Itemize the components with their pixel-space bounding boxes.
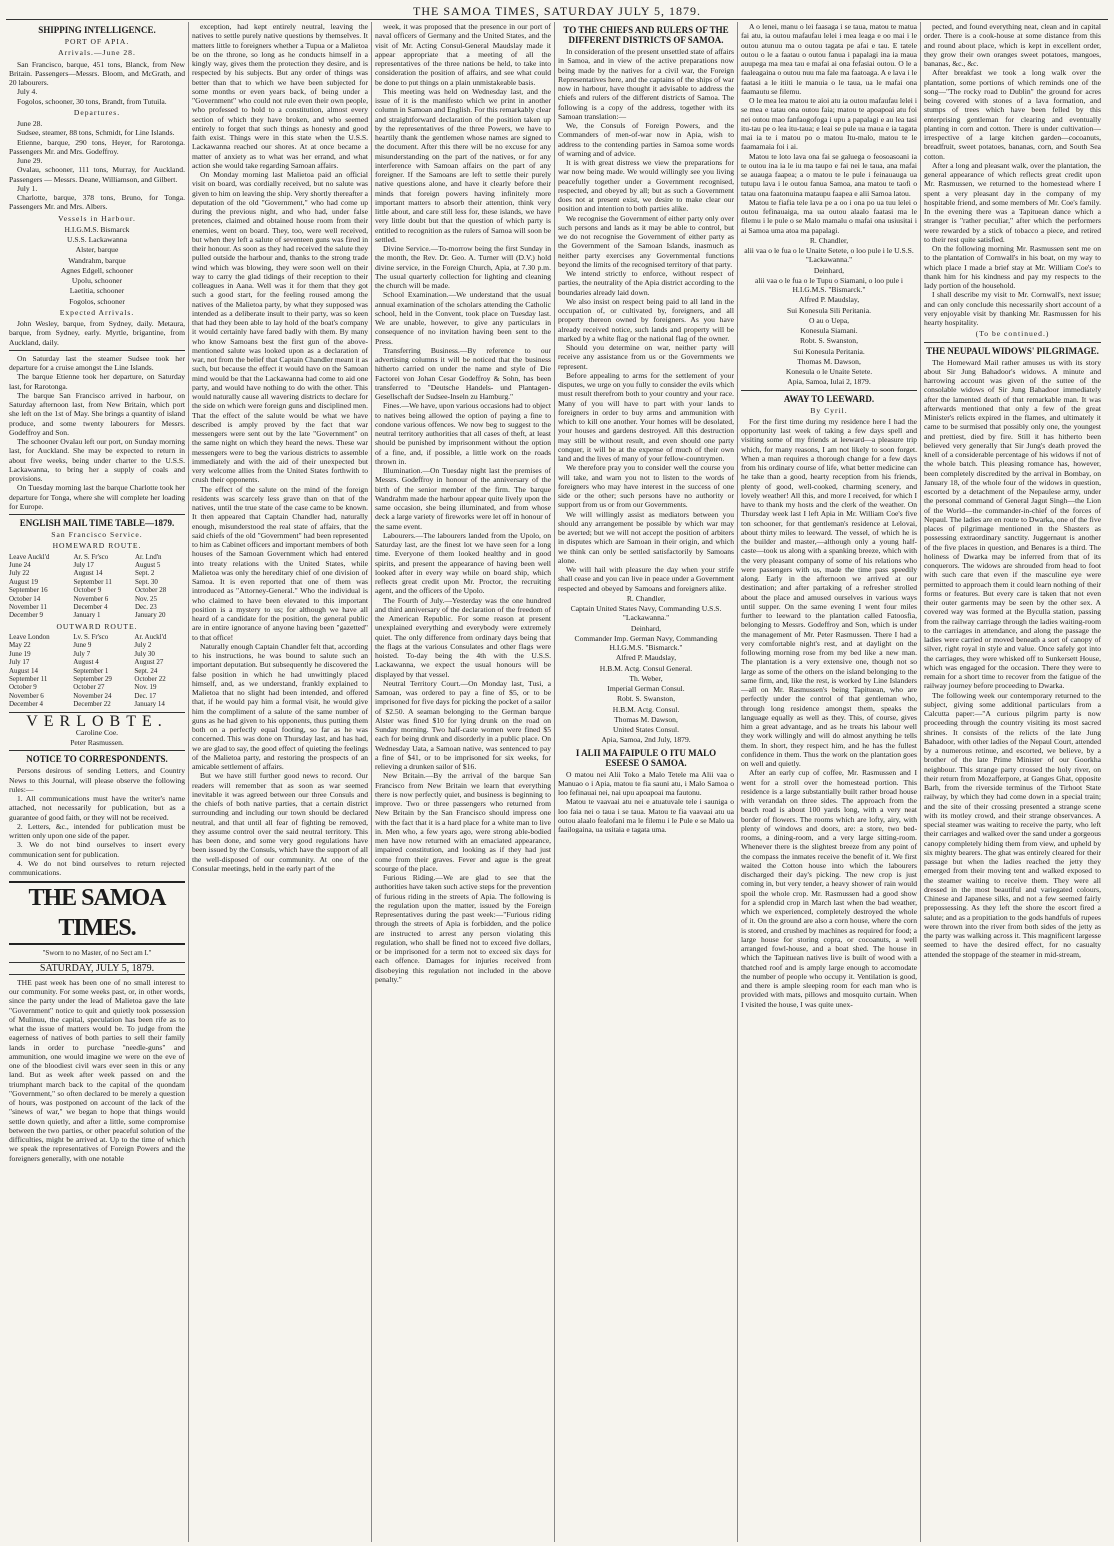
table-cell: August 14 [9, 666, 38, 675]
divider [924, 342, 1101, 343]
column-6 [921, 22, 1104, 1542]
table-row [9, 658, 185, 666]
table-cell: August 27 [134, 658, 164, 667]
paragraph: 3. We do not bind ourselves to insert every communication sent for publication. [9, 840, 185, 859]
table-cell: January 14 [134, 700, 165, 709]
table-cell: August 14 [73, 569, 103, 578]
outward-heading: OUTWARD ROUTE. [56, 621, 138, 631]
expected-arrivals: John Wesley, barque, from Sydney, daily. Metaura, barque, from Sydney, early. Myrtle, brigantine, from Auckland, daily. [9, 319, 185, 347]
paragraph: We, the Consuls of Foreign Powers, and the Commanders of men-of-war now in Apia, wish to address to the contending parties in Samoa some words of warning and of advice. [558, 121, 734, 158]
table-cell: July 30 [134, 649, 155, 658]
homeward-table [9, 553, 185, 620]
table-cell: October 28 [134, 586, 167, 595]
signature-line: R. Chandler, [809, 235, 849, 245]
paragraph: We therefore pray you to consider well the course you will take, and warn you not to listen to the words of foreigners who may have interest in the success of one side or the other; such persons have no authority or support from us or from our Governments. [558, 463, 734, 510]
harbour-list [9, 225, 185, 306]
local-news [375, 22, 551, 984]
paragraph: Before appealing to arms for the settlement of your disputes, we urge on you fully to consider the evils which must result therefrom both to your country and your race. Many of you will have to part with your lands to foreigners in order to buy arms and ammunition with which to kill one another. Your homes will be desolated, your houses and gardens destroyed. All this destruction may still be without result, and even should one party conquer, it will be at the expense of much of their own land and the lives of many of your fellow-countrymen. [558, 370, 734, 463]
paragraph: After breakfast we took a long walk over the plantation, some portions of which reminds one of the song—"The rocky road to Dublin" the ground for acres being covered with stones of a lava formation, and stumps of trees which have been felled by this enterprising gentleman for clearing and eventually planting in corn and cotton. There is under cultivation—irrespective of a large kitchen garden—cocoanuts, breadfruit, sweet potatoes, bananas, corn, and South Sea cotton. [924, 68, 1101, 161]
expected-heading: Expected Arrivals. [59, 307, 135, 317]
verlobte-names [9, 728, 185, 748]
paragraph: Furious Riding.—We are glad to see that the authorities have taken such active steps for the prevention of furious riding in the streets of Apia. The following is the regulation upon the matter, issued by the Foreign Representatives during the past week:—"Furious riding through the streets of Apia is forbidden, and the police are instructed to arrest any person violating this regulation, who shall be fined not to exceed five dollars, or be imprisoned for a term not to exceed six days for each offence. Damages for injuries received from disobeying this regulation not included in the above penalty." [375, 873, 551, 984]
paragraph: Ovalau, schooner, 111 tons, Murray, for Auckland. Passengers — Messrs. Deane, Williamson, and Gilbert. [9, 165, 185, 184]
signature-line: H.I.G.M.S. Bismarck [64, 224, 130, 234]
paragraph: Illumination.—On Tuesday night last the premises of Messrs. Godeffroy in honour of the anniversary of the birth of the senior member of the firm. The barque Wandrahm made the harbour appear quite lively upon the same occasion, she being illuminated, and from whose deck a large variety of fireworks were let off in honour of the same event. [375, 466, 551, 531]
paragraph: In consideration of the present unsettled state of affairs in Samoa, and in view of the active preparations now being made by the natives for a civil war, the Foreign Representatives here, and the captains of the ships of war now in harbour, have thought it advisable to address the chiefs and rulers of the different districts of Samoa. The following is a copy of the address, together with its Samoan translation:— [558, 47, 734, 121]
signature-line: Thomas M. Dawson, [614, 714, 678, 724]
table-cell: Ar. S. Fr'sco [73, 552, 109, 561]
samoan-text [558, 770, 734, 835]
table-cell: September 11 [9, 675, 48, 684]
table-cell: November 24 [73, 691, 112, 700]
table-cell: June 24 [9, 560, 31, 569]
departures-heading: Departures. [73, 107, 121, 117]
signature-line: Robt. S. Swanston, [799, 336, 859, 346]
signature-line: R. Chandler, [626, 593, 666, 603]
notice-intro: Persons desirous of sending Letters, and Country News to this Journal, will please observe the following rules:— [9, 766, 185, 794]
table-cell: Leave London [9, 633, 50, 641]
paragraph: Neutral Territory Court.—On Monday last, Tusi, a Samoan, was ordered to pay a fine of $5, or to be imprisoned for five days for picking the pocket of a sailor of $2.50. A seaman belonging to the German barque Alster was fined $10 for lying drunk on the road on Sunday morning. Two half-caste women were fined $5 each for being drunk and disorderly in a public place. On Wednesday Uata, a Samoan native, was sentenced to pay a fine of $41, or to be imprisoned for six weeks, for relieving a drunken sailor of $16. [375, 678, 551, 771]
table-row [9, 603, 185, 611]
away-continued [924, 22, 1101, 327]
table-cell: July 17 [73, 560, 94, 569]
paragraph: San Francisco, barque, 451 tons, Blanck, from New Britain. Passengers—Messrs. Bloom, and McGrath, and 20 labourers. [9, 59, 185, 87]
column-2 [189, 22, 372, 1542]
paragraph: June 29. [17, 156, 43, 165]
signature-line: Fogolos, schooner [69, 296, 125, 306]
outward-table [9, 633, 185, 709]
table-row [9, 692, 185, 700]
signature-line: Sui Konesula Peritania. [793, 346, 865, 356]
table-cell: Nov. 19 [134, 683, 157, 692]
signature-line: Wandrahm, barque [68, 255, 126, 265]
notice-rules [9, 794, 185, 877]
paragraph: week, it was proposed that the presence in our port of naval officers of Germany and the United States, and the visit of Mr. Acting Consul-General Maudslay made it appear appropriate that a meeting of all the representatives of the three nations be held, to take into consideration the position of affairs, and see what could be done to put things on a plain unmistakeable basis. [375, 22, 551, 87]
table-cell: Ar. Lnd'n [134, 552, 162, 561]
paragraph: New Britain.—By the arrival of the barque San Francisco from New Britain we learn that everything there is now perfectly quiet, and business is beginning to improve. Two or three passengers who returned from New Britain by the San Francisco should impress one with the fact that it is a hard place for a white man to live in. Men who, a few years ago, were strong able-bodied men have now returned with an emaciated appearance, impaired constitution, and looking as if they had just come from their graves. Fever and ague is the great scourge of the place. [375, 771, 551, 873]
paragraph: This meeting was held on Wednesday last, and the issue of it is the manifesto which we print in another column in Samoan and English. For this remarkably clear and straightforward declaration of the position taken up by the representatives of the three Powers, we have to heartily thank the gentlemen whose names are signed to the document. After this there will be no excuse for any misunderstanding on the part of the natives, or for any interference with Samoan affairs on the part of any foreigner. If the Samoans are left to settle their purely native questions alone, and have it clearly before their minds that foreign powers having infinitely more important matters to absorb their attention, think very little about, and care still less for, these islands, we have very little doubt but that the question of which party is entitled to recognition as the rulers of Samoa will soon be settled. [375, 86, 551, 244]
samoan-text-continued [741, 22, 917, 235]
table-row [9, 675, 185, 683]
table-row [9, 553, 185, 561]
signature-line: Apia, Samoa, Iulai 2, 1879. [787, 377, 871, 387]
departures-list [9, 119, 185, 212]
samoan-title: I ALII MA FAIPULE O ITU MALO ESEESE O SAMOA. [575, 747, 717, 768]
signature-line: Alfred P. Maudslay, [615, 653, 677, 663]
table-row [9, 633, 185, 641]
paragraph: We also insist on respect being paid to all land in the occupation of, or cultivated by, foreigners, and all property thereon owned by foreigners. As you have already received notice, such lands and property will be marked by a white flag or the national flag of the owner. [558, 296, 734, 343]
table-row [9, 569, 185, 577]
divider [9, 514, 185, 515]
paragraph: Naturally enough Captain Chandler felt that, according to his instructions, he was bound to salute such an important deputation. But subsequently he discovered the false position in which he had unwittingly placed himself, and, as we understand, frankly explained to Malietoa that no slight had been intended, and offered that, if he would pay him a formal visit, he would give him the compliment of a salute of the same number of guns as he had given to his opponents, thus putting them both on a perfectly equal footing, so far as he was concerned. This was done on Thursday last, and has had, we are glad to say, the good effect of quieting the feelings of the Malietoa party, and restoring the prospects of an amicable settlement of affairs. [192, 641, 368, 771]
table-row [9, 561, 185, 569]
paragraph: Fogolos, schooner, 30 tons, Brandt, from Tutuila. [17, 96, 167, 106]
paragraph: 2. Letters, &c., intended for publication must be written only upon one side of the paper. [9, 821, 185, 841]
table-row [9, 611, 185, 619]
table-cell: September 16 [9, 586, 48, 595]
paragraph: The barque Etienne took her departure, on Saturday last, for Rarotonga. [9, 372, 185, 391]
arrivals-heading: Arrivals.—June 28. [58, 48, 136, 58]
paragraph: On Monday morning last Malietoa paid an official visit on board, was cordially received, but no salute was given to him on leaving the ship. Very shortly thereafter a deputation of the old "Government," who had come up during the previous night, and who had, under false pretences, claimed and obtained house room from their enemies, went on board. They, too, were well received, but when they left a salute of seventeen guns was fired in their honour. As soon as they had received the salute they pulled outside the harbour and, thanks to the strong trade wind which was blowing, they were soon well on their way to carry the glad tidings of their reception to their colleagues in Aana. Well was it for them that they got such a good start, for the feeling roused among the natives of the Malietoa party, by what they supposed was intended as a deliberate insult to their party, was so keen that had they been able to lay hold of the boat's company it would certainly have fared badly with them. By many who know Samoans best the first gun of the above-mentioned salute was looked upon as a declaration of war, not from the belief that Captain Chandler meant it as such, but because the effect it would have on the Samoan mind would be that the Lackawanna had come to aid one party, and would have nothing to do with the other. This would naturally cause all wavering districts to declare for the side on which were foreign guns and disciplined men. That the effect of the salute would be what we have described is amply proved by the fact that war messengers were sent out by the late "Government" on the same night on which they heard the news. These war messengers were to beg the various districts to assemble immediately and with the aid of their unexpected but very welcome allies from the United States forthwith to crush their opponents. [192, 170, 368, 485]
paragraph: exception, had kept entirely neutral, leaving the natives to settle purely native questions by themselves. It matters little to foreigners whether a Tupua or a Malietoa be on the throne, so long as he conducts himself in a kingly way, gives them the protection they desire, and is respected by his subjects. But any order of things was better than that to which we have been subjected for some months or even years back, of being under a "Government" who could not rule even their own people, who professed to hold to a constitution, almost every section of which they have broken, and who seemed entirely to forget that such things as honesty and good faith exist. Things were in this state when the U.S.S. Lackawanna reached our shores. At at once became a matter of anxiety as to what was her errand, and what action she would take regarding Samoan affairs. [192, 22, 368, 170]
paragraph: After a long and pleasant walk, over the plantation, the general appearance of which reflects great credit upon Mr. Rasmussen, we returned to the homestead where I spent a very pleasant day in the company of my hospitable friend, and some members of Mr. Coe's family. In the evening there was a Tapituean dance which a stranger is "rather peculiar," after which the performers were rewarded by a stick of tobacco a piece, and retired to their rest quite satisfied. [924, 160, 1101, 244]
table-cell: August 4 [73, 658, 99, 667]
table-cell: September 11 [73, 577, 112, 586]
to-be-continued: (To be continued.) [975, 329, 1050, 339]
signature-line: Caroline Coe. [75, 727, 119, 737]
paragraph: We recognise the Government of either party only over such persons and lands as it may be able to control, but we do not recognise the Government of either party as the Government of the Samoan Islands, inasmuch as neither party exercises any Governmental functions beyond the limits of the recognised territory of that party. [558, 213, 734, 269]
divider [9, 350, 185, 351]
table-cell: October 22 [134, 675, 166, 684]
signature-line: Deinhard, [813, 265, 845, 275]
signature-line: Laetitia, schooner [69, 286, 125, 296]
widows-title: THE NEUPAUL WIDOWS' PILGRIMAGE. [926, 345, 1099, 356]
table-row [9, 683, 185, 691]
table-cell: May 22 [9, 641, 31, 650]
signature-line: alii vaa o le fua o le Tupu o Siamani, o loo pule i H.I.G.M.S. "Bismarck." [754, 275, 904, 294]
paragraph: Matou te fiafia tele lava pe a oo i ona po ua tuu lelei o outou fefinauaiga, ma ua outou alaalo faatasi ma le filemu i le pule o se Malo mamalu o mafai ona usiusitai i ai Samoa uma atoa ma papalagi. [741, 197, 917, 235]
table-cell: Dec. 17 [134, 691, 157, 700]
paragraph: Sudsee, steamer, 88 tons, Schmidt, for Line Islands. [17, 128, 175, 138]
table-cell: September 29 [73, 675, 112, 684]
paper-motto: "Sworn to no Master, of no Sect am I." [42, 949, 152, 958]
arrivals-list [9, 60, 185, 106]
divider [741, 390, 917, 391]
table-row [9, 700, 185, 708]
table-cell: Sept. 24 [134, 666, 158, 675]
mail-service: San Francisco Service. [51, 530, 143, 539]
table-cell: June 9 [73, 641, 92, 650]
signature-line: U.S.S. Lackawanna [67, 235, 127, 244]
table-cell: Leave Auckl'd [9, 552, 50, 561]
paragraph: It is with great distress we view the preparations for war now being made. We would willingly see you living peacefully together under a Government recognised, respected, and obeyed by all; but as such a Government does not at present exist, we desire to make clear our position and intention to both parties alike. [558, 158, 734, 214]
table-cell: November 6 [73, 594, 109, 603]
paragraph: 1. All communications must have the writer's name attached, not necessarily for publication, but as a guarantee of good faith, or they will not be received. [9, 794, 185, 822]
paragraph: July 1. [17, 183, 38, 193]
paragraph: pected, and found everything neat, clean and in capital order. There is a cook-house at some distance from this and round about place, which is kept in excellent order, they grow their own oranges sweet potatoes, mangoes, bananas, &c., &c. [924, 22, 1101, 68]
issue-date: SATURDAY, JULY 5, 1879. [9, 962, 185, 975]
paragraph: We will hail with pleasure the day when your strife shall cease and you can live in peace under a Government respected and obeyed by Samoans and foreigners alike. [558, 565, 734, 593]
table-cell: Dec. 23 [134, 602, 157, 611]
table-cell: December 22 [73, 700, 111, 709]
signature-line: Robt. S. Swanston, [616, 694, 676, 704]
table-cell: November 6 [9, 691, 44, 700]
table-cell: December 9 [9, 611, 44, 620]
table-cell: November 11 [9, 602, 48, 611]
table-cell: Sept. 2 [134, 569, 155, 578]
away-text [741, 417, 917, 1009]
paragraph: O matou nei Alii Toko a Malo Tetele ma Alii vaa o Manuao o i Apia, matou te fia sauni atu, i Malo Samoa o loo fefinauai nei, nai upu apoapoai ma fautonu. [558, 769, 734, 797]
table-cell: January 1 [73, 611, 101, 620]
paragraph: A o lenei, manu o lei faasaga i se taua, matou te matua fai atu, ia outou mafaufau lelei i mea leaga e oo mai i le outou atunuu ma o outou tagata pe afai e tau. E tatele outou o le a faatau o outou fanua i papalagi ina ia maua auupega ma mea tau e mafai ai ona fefasiai outou. O le a faaleagaina o outou nuu ma fale ma faatoaga. A e lava i le faatasi a le itiiti le manuia o le taua, ua le mafai ona faamautu se filemu. [741, 22, 917, 96]
paragraph: Should you determine on war, neither party will receive any assistance from us or the Governments we represent. [558, 343, 734, 371]
leader-article: THE past week has been one of no small interest to our community. For some weeks past, or, in other words, since the party under the lead of Malietoa gave the late "Government" notice to quit and quietly took possession of Mulinuu, the capital, speculation has been rife as to what the issue of matters would be. To judge from the eagerness of natives of both parties to sell their family lands in order to purchase "needle-guns" and ammunition, one would imagine we were on the eve of one of the bloodiest civil wars ever seen in this or any land. But as week after week passed on and the triumphant march back to the capital of the quondam "Government," so often declared to be merely a question of hours, was postponed on account of the lack of the "sinews of war," we began to hope that things would settle down quietly, and after a little, some compromise between the two parties, or other peaceful solution of the difficulties, might be arrived at. Up to the time of which we speak the representatives of Foreign Powers and the foreigners generally, with one notable [9, 977, 185, 1163]
homeward-heading: HOMEWARD ROUTE. [52, 541, 142, 551]
paragraph: Fines.—We have, upon various occasions had to object to natives being allowed the option of paying a fine to condone various offences. We now beg to suggest to the neutral territory authorities that all cases of theft, at least should be punished by imprisonment without the option of a fine, and, if possible, a little work on the roads thrown in. [375, 401, 551, 466]
table-cell: October 9 [73, 586, 102, 595]
paragraph: For the first time during my residence here I had the opportunity last week of taking a few days spell and visiting some of my friends at leeward—a pleasure trip which, for many reasons, I am not likely to soon forget. When a man requires a thorough change for a few days from his ordinary course of life, what better medicine can he take than a good, hearty reception from his friends, plenty of good, well-cooked, charming scenery, and lovely weather! All this, and more I received, for which I have to thank my hosts and the clerk of the weather. On Thursday week last I left Apia in Mr. William Coe's five ton schooner, for that gentleman's residence at Lelovai, about thirty miles to leeward. The vessel, of which he is the builder and master,—although only a young half-caste—took us along with a spanking breeze, which with the very pleasant company of some of his relations who were passengers with us, made the time pass speedily along. Early in the afternoon we arrived at our destination; and after partaking of a refresher strolled about the place and amused ourselves in various ways until supper. On the same evening I went four miles further to leeward to the plantation called Fatoosfia, belonging to Messrs. Godeffroy and Son, which is under the management of Mr. Peter Rasmussen. There I had a very comfortable night's rest, and at daylight on the following morning rose from my bed like a new man. The plantation is a very extensive one, though not so large as some of the others on the island belonging to the same firm, and, like the rest, is worked by Line Islanders—all on Mr. Rasmussen's being Tapituean, who are perfectly under the control of that gentleman who, through long residence amongst them, speaks the language equally as well as they. This, of course, gives him a great advantage, and as he treats his labour well they work willingly and will do almost anything he tells them. In short, they respect him, and he has the fullest confidence in them. Thus the work on the plantation goes on well and quietly. [741, 416, 917, 768]
signature-line: Deinhard, [630, 623, 662, 633]
verlobte-heading: VERLOBTE. [26, 712, 168, 730]
proclamation-signatures [558, 594, 734, 745]
signature-line: Apia, Samoa, 2nd July, 1879. [601, 735, 691, 745]
paragraph: The following week our contemporary returned to the subject, giving some additional particulars from a Calcutta paper:—"A curious pilgrim party is now proceeding through the country visiting its most sacred shrines. It consists of the relicts of the late Jung Bahadoor, with other ladies of the Nepaul Court, attended by a numerous retinue, and escorted, we believe, by a brother of the late Prime Minister of our Goorkha neighbour. This strange party crossed the holy river, on their return from Mozafferpore, at Ganges Ghat, opposite Barh, from the riverside terminus of the Tirhoot State railway, by which they had come down in a special train; and the site of their crossing presented a strange scene with its motley crowd, and their strange observances. A special steamer was waiting to receive the party, who left their carriages and walked over the sand under a gorgeous canopy completely hiding them from view, and upheld by six mighty bearers. The ghat was entirely cleared for their passage but when the ladies reached the jetty they emerged from their moving tent and walked exposed to the steamer waiting to receive them. They were all dressed in the most beautiful and variegated colours, Chinese and Japanese silks, and not a few seemed fairly prepossessing. As they left the shore the escort fired a salute; and as a propitiation to the gods handfuls of rupees were thrown into the river from both sides of the jetty as the party was walking across it. This magnificent largesse seemed to have the desired effect, for no casualty attended the stoppage of the steamer in mid-stream, [924, 690, 1101, 959]
signature-line: Peter Rasmussen. [70, 738, 124, 748]
shipping-title: SHIPPING INTELLIGENCE. [38, 25, 156, 35]
signature-line: United States Consul. [612, 725, 680, 734]
paper-title: THE SAMOA TIMES. [9, 881, 185, 945]
table-cell: August 19 [9, 577, 38, 586]
paragraph: We will willingly assist as mediators between you should any arrangement be possible by which war may be averted; but we will not accept the position of arbiters in disputes which are Samoan in their origin, and which we think can only be settled satisfactorily by Samoans alone. [558, 509, 734, 565]
paragraph: Charlotte, barque, 378 tons, Bruno, for Tonga. Passengers Mr. and Mrs. Albers. [9, 193, 185, 212]
paragraph: On Tuesday morning last the barque Charlotte took her departure for Tonga, where she will complete her loading for Europe. [9, 483, 185, 511]
paragraph: School Examination.—We understand that the usual annual examination of the scholars attending the Catholic school, held in the Convent, took place on Tuesday last. We are unable, however, to give any particulars in consequence of no invitation having been sent to the Press. [375, 290, 551, 346]
paragraph: The Homeward Mail rather amuses us with its story about Sir Jung Bahadoor's widows. A minute and harrowing account was given of the suttee of the consolable widows of Sir Jung Bahadoor immediately after the lamented death of that remarkable man. It was afterwards mentioned that only a few of the great Minister's relicts expired in the flames, and ultimately it came to be surmised that possibly only one, the youngest and prettiest, died by fire. Still it has hitherto been believed very generally that Sir Jung's death proved the knell of a considerable percentage of his widows if not of the whole batch. This pleasing romance has, however, been completely discredited by the arrival in Bombay, on January 18, of the whole four of the widows in question, escorted by a detachment of the Nepaulese army, under the personal command of General Jagut Singh—the Lion of the World—the commander-in-chief of the forces of Nepaul. The ladies are en route to Dwarka, one of the five places of pilgrimage mentioned in the Shasters as possessing extraordinary sanctity. Juggernaut is another of the five places in question, and Benares is a third. The holiness of Dwarka may be inferred from that of its conquerors. The widows are shrouded from head to foot with such care that even if the masculine eye were permitted to approach them it could learn nothing of their forms or features. But every care is taken that not even their outer garments may be seen by the other sex. A covered way was formed at the Byculla station, passing from the railway carriage through the ladies waiting-room to the carriages in attendance, and along the passage the ladies were carried or moved beneath a sort of canopy of silver, right royal in style and value. Once safely got into the carriages, they were whisked off to Sunkersett House, which was engaged for the occasion. There they were to remain for a short time to recover from the fatigue of the railway journey before proceeding to Dwarka. [924, 357, 1101, 691]
proclamation-text [558, 47, 734, 593]
signature-line: O au o Uepa, [808, 315, 850, 325]
column-5 [738, 22, 921, 1542]
leader-continued [192, 22, 368, 873]
table-row [9, 578, 185, 586]
harbour-heading: Vessels in Harbour. [58, 213, 136, 223]
signature-line: Konesula o le Unaite Setete. [785, 367, 873, 376]
divider [9, 750, 185, 751]
paragraph: Matou te loto lava ona fai se galuega o feosoasoani ia te outou ina ia le iu ma taupo e fai nei le taua, ana mafai se auauga faapea; a o matou te le pule i feinauauga ua tutupu lava i le outou fanua Samoa, ana matou te taofi o tatau ona faatonuina mataupu faapea e alii Samoa latou. [741, 151, 917, 198]
paragraph: 4. We do not bind ourselves to return rejected communications. [9, 858, 185, 878]
signature-line: Captain United States Navy, Commanding U.S.S. "Lackawanna." [570, 604, 722, 623]
paragraph: I shall describe my visit to Mr. Cornwall's, next issue; and can only conclude this necessarily short account of a very enjoyable visit by thanking Mr. Rasmussen for his hearty hospitality. [924, 290, 1101, 327]
table-row [9, 641, 185, 649]
signature-line: Alfred P. Maudslay, [798, 295, 860, 305]
table-cell: Nov. 25 [134, 594, 158, 603]
column-3 [372, 22, 555, 1542]
table-row [9, 586, 185, 594]
paragraph: We intend strictly to enforce, without respect of parties, the neutrality of the Apia district according to the boundaries already laid down. [558, 269, 734, 297]
away-title: AWAY TO LEEWARD. [783, 393, 875, 404]
signature-line: H.B.M. Actg. Consul. [612, 704, 680, 714]
table-cell: October 14 [9, 594, 41, 603]
table-cell: July 2 [134, 641, 152, 650]
table-cell: Ar. Auckl'd [134, 633, 167, 641]
signature-line: Thomas M. Dawson, [797, 356, 861, 366]
shipping-notes [9, 354, 185, 511]
table-cell: December 4 [9, 700, 44, 709]
proclamation-title: TO THE CHIEFS AND RULERS OF THE DIFFERENT DISTRICTS OF SAMOA. [563, 25, 729, 45]
table-cell: July 22 [9, 569, 30, 578]
paragraph: Transferring Business.—By reference to our advertising columns it will be noticed that the business hitherto carried on under the name and style of Die Factorei von Johan Cesar Godeffroy & Sohn, has been transferred to "Deutsche Handels- und Plantagen-Gesellschaft der Sudsee-Inseln zu Hamburg." [375, 345, 551, 401]
table-cell: Lv. S. Fr'sco [73, 633, 109, 641]
port-heading: PORT OF APIA. [64, 37, 130, 46]
signature-line: Alster, barque [75, 245, 119, 255]
columns [6, 22, 1108, 1542]
signature-line: alii vaa o le fua o le Unaite Setete, o loo pule i le U.S.S. "Lackawanna." [744, 246, 914, 265]
table-cell: October 27 [73, 683, 105, 692]
notice-title: NOTICE TO CORRESPONDENTS. [26, 754, 168, 765]
signature-line: Agnes Edgell, schooner [60, 265, 134, 275]
paragraph: June 28. [17, 119, 43, 128]
paragraph: After an early cup of coffee, Mr. Rasmussen and I went for a stroll over the homestead portion. This residence is a large substantially built rather broad house with verandah on three sides. The approach from the beach road is about 100 yards long, with a very neat border of flowers. The rooms which are lofty, airy, with plenty of windows and doors, are: a store, two bed-rooms, a dining-room, and a very large sitting-room. Whenever there is the slightest breeze from any point of the compass the inmates receive the benefit of it. We first waited the Cotton house into which the labourers discharged their day's picking. The new crop is just coming in, but very tender, a heavy shower of rain would spoil the whole crop. Mr. Rasmussen had a good show for a splendid crop in March last when the bad weather, which we experienced, completely destroyed the whole of it. On the ground are also a corn house, where the corn is stored, and crushed by machines as required for food; a large house for storing copra, or cocoanuts, a well arranged fowl-house, and a boat shed. The house in which the Tapituean natives live is built of wood with a thatched roof and is amply large enough to accomodate the number of people who occupy it. Ventilation is good, and there is ample sleeping room for each man who is provided with mats, pillows and mosquito curtain. When I visited the house, I was quite unex- [741, 768, 917, 1009]
table-cell: July 17 [9, 658, 30, 667]
widows-text [924, 358, 1101, 959]
paragraph: July 4. [17, 87, 38, 97]
signature-line: Sui Konesula Sili Peritania. [787, 305, 871, 315]
signature-line: Upolu, schooner [71, 276, 123, 285]
table-cell: December 4 [73, 602, 108, 611]
table-cell: October 9 [9, 683, 37, 692]
signature-line: Imperial German Consul. [607, 684, 685, 693]
table-cell: Sept. 30 [134, 577, 158, 586]
paragraph: Etienne, barque, 290 tons, Heyer, for Rarotonga. Passengers Mr. and Mrs. Godeffroy. [9, 137, 185, 156]
table-cell: June 19 [9, 649, 31, 658]
paragraph: But we have still further good news to record. Our readers will remember that as soon as war seemed inevitable it was agreed between our three Consuls and the chiefs of both native parties, that a certain district surrounding and including our town should be declared neutral, and that until all fear of fighting be removed, they assume control over the said neutral territory. This has been done, and some very good regulations have been issued by the Consuls, which have the support of all the well-disposed of our community. At one of the Consular meetings, held in the early part of the [192, 771, 368, 873]
table-cell: September 1 [73, 666, 109, 675]
paragraph: On the following morning Mr. Rasmussen sent me on to the plantation of Cornwall's in his boat, on my way to which place I made a brief stay at Mr. William Coe's to thank him for his kindness and pay my respects to the lady portion of the household. [924, 244, 1101, 290]
table-row [9, 595, 185, 603]
paragraph: The Fourth of July.—Yesterday was the one hundred and third anniversary of the declaration of the freedom of the American Republic. For some reason at present unexplained everything and everybody were extremely quiet. The only difference from ordinary days being that the flags at the various Consulates and other flags were hoisted. To-day being the 4th with the U.S.S. Lackawanna, we expect the usual honours will be displayed by that vessel. [375, 595, 551, 679]
page-masthead: THE SAMOA TIMES, SATURDAY JULY 5, 1879. [6, 3, 1108, 20]
paragraph: Matou te vaavaai atu nei e atuatuvale tele i sauniga o loo faia nei o taua i se taua. Matou te fia vaavaai atu ua outou alaalo fealofani ma le filemu i le Pule e se Malo ua faailogaina, ua usitaia e tagata uma. [558, 797, 734, 834]
signature-line: H.B.M. Actg. Consul General. [599, 663, 693, 673]
signature-line: Th. Weber, [629, 673, 663, 683]
column-4 [555, 22, 738, 1542]
away-byline: By Cyril. [810, 405, 848, 415]
samoan-signatures [741, 236, 917, 387]
paragraph: On Saturday last the steamer Sudsee took her departure for a cruise amongst the Line Islands. [9, 353, 185, 372]
signature-line: Konesula Siamani. [800, 326, 858, 335]
paragraph: Labourers.—The labourers landed from the Upolo, on Saturday last, are the finest lot we have seen for a long time. Everyone of them looked healthy and in good spirits, and present the appearance of having been well looked after in every way while on board ship, which reflects great credit upon Mr. Proctor, the recruiting agent, and the officers of the Upolo. [375, 530, 551, 596]
table-cell: January 20 [134, 611, 166, 620]
table-row [9, 650, 185, 658]
paragraph: The schooner Ovalau left our port, on Sunday morning last, for Auckland. She may be expected to return in about five weeks, being under charter to the U.S.S. Lackawanna, to bring her a supply of coals and provisions. [9, 437, 185, 483]
table-cell: July 7 [73, 649, 91, 658]
paragraph: Divine Service.—To-morrow being the first Sunday in the month, the Rev. Dr. Geo. A. Turner will (D.V.) hold divine service, in the Foreign Church, Apia, at 7.30 p.m. The usual quarterly collection for lighting and cleaning the church will be made. [375, 244, 551, 290]
signature-line: Commander Imp. German Navy, Commanding H.I.G.M.S. "Bismarck." [574, 633, 718, 652]
table-cell: August 5 [134, 560, 161, 569]
paragraph: O le mea lea matou te aioi atu ia outou mafaufau lelei i se mea e tatau ona outou faia; matou te apoapoai atu foi nei outou mao fanfaogofoga i upu a papalagi e au lea tasi itu-tau pe o lea itu-taua; e leai se pule ua maua e ia tagata mai ia te i matou po o matou Itu-malo, matou te le faamamaia foi i ai. [741, 96, 917, 152]
paragraph: The effect of the salute on the mind of the foreign residents was scarcely less grave than on that of the natives, until the true state of the case came to be known. It then appeared that Captain Chandler had, naturally enough, misunderstood the real state of affairs, that the said chiefs of the old "Government" had been represented to him as Cabinet officers and important members of both houses of the Samoan Government which had entered into treaty relations with the United States, while Malietoa was only the hereditary chief of one division of Samoa. It is even reported that one of them was introduced as "Attorney-General." Who the individual is who claimed to have been elevated to this important position is a mystery to us; for although we have all heard of a candidate for the position, the general public are in entire ignorance of anyone having been "gazetted" to that office! [192, 484, 368, 642]
paragraph: The barque San Francisco arrived in harbour, on Saturday afternoon last, from New Britain, which port she left on the 1st of May. She brings a quantity of island produce, and some twenty labourers for Messrs. Godeffroy and Son. [9, 390, 185, 437]
table-row [9, 667, 185, 675]
column-1 [6, 22, 189, 1542]
mail-table-title: ENGLISH MAIL TIME TABLE—1879. [19, 518, 175, 528]
